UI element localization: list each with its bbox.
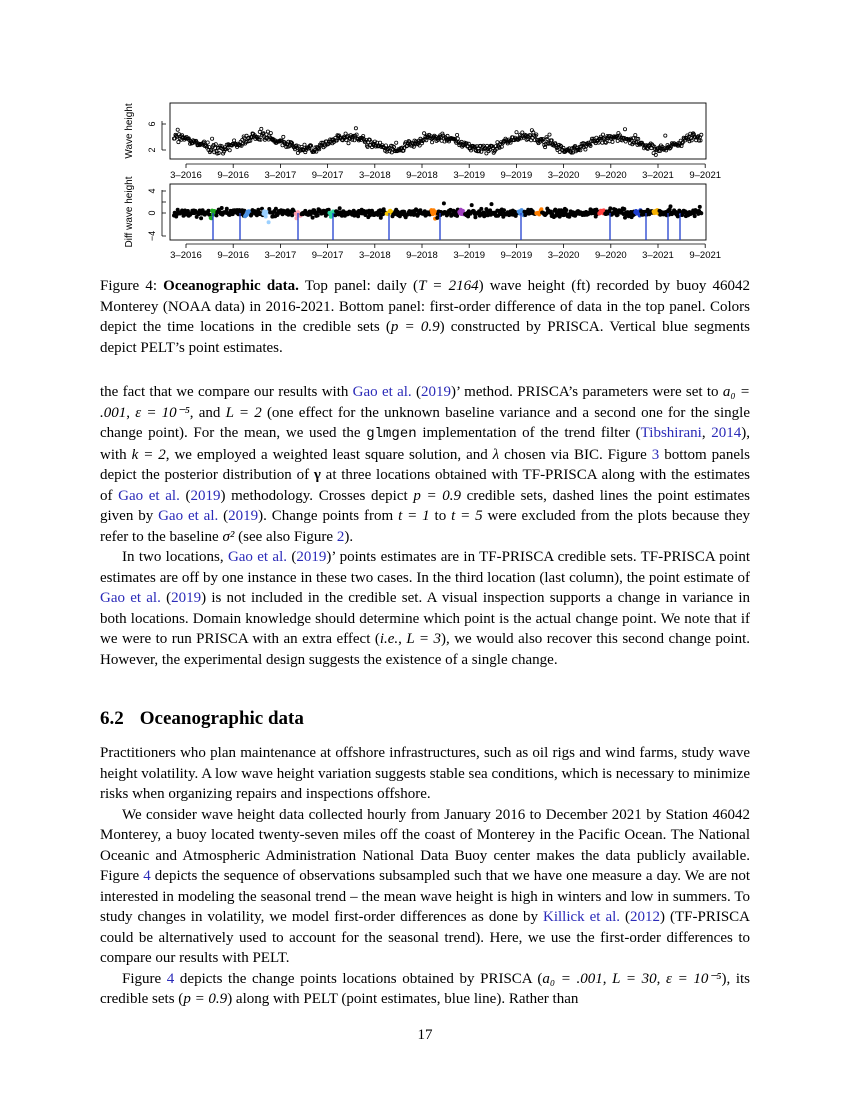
wave-height-point [548,133,551,136]
diff-wave-height-point [207,209,210,212]
ref-figure-2[interactable]: 2 [336,528,345,545]
cite-tibshirani-year[interactable]: 2014 [711,425,742,441]
cite-gao-2019-e[interactable]: Gao et al. [100,590,161,606]
top-panel-ylabel: Wave height [124,103,135,159]
paragraph-5: Figure 4 depicts the change points locations obtained by PRISCA (a₀ = .001, L = 30, ε = 10⁻⁵), its credible sets (p = 0.9) along with PELT (point estimates, blue line). Rather than [100,970,751,1007]
caption-text-2: ) wave height (ft) recorded by buoy 46042 Monterey (NOAA data) in 2016-2021. Bottom panel: first-order difference of data in the top panel. Colors depict the time locations in the credible sets ( [100,278,750,335]
diff-wave-height-point [268,207,271,210]
wave-height-point [395,141,398,144]
diff-wave-height-point [442,202,445,205]
wave-height-point [456,133,459,136]
diff-wave-height-point [700,212,703,215]
wave-height-point [354,127,357,130]
diff-wave-height-point [327,208,330,211]
cite-gao-2019-d[interactable]: Gao et al. [227,549,288,565]
caption-math-T: T = 2164 [418,278,479,294]
diff-wave-height-point [554,208,557,211]
top-xtick: 9–2019 [500,170,533,181]
wave-height-point [176,128,179,131]
wave-height-point [423,132,426,135]
section-number: 6.2 [100,708,124,729]
bottom-panel-points [172,202,703,224]
top-xtick: 3–2021 [642,170,674,181]
top-xtick: 9–2020 [594,170,627,181]
wave-height-point [515,131,518,134]
wave-height-point [654,153,657,156]
diff-wave-height-point [356,215,359,218]
bot-ytick-0: 0 [147,210,157,216]
glmgen-code: glmgen [366,426,417,442]
top-xtick: 9–2016 [217,170,250,181]
paragraph-2: In two locations, Gao et al. (2019)’ points estimates are in TF-PRISCA credible sets. TF-PRISCA point estimates are off by one instance in these two cases. In the third location (last column), the point estimate of Gao et al. (2019) is not included in the credible set. A visual inspection supports a change in variance in both locations. Domain knowledge should determine which point is the actual change point. We note that if we were to run PRISCA with an extra effect (i.e., L = 3), we would also recover this second change point. However, the experimental design suggests the existence of a single change. [100,549,751,668]
cite-gao-year-d[interactable]: 2019 [296,549,327,565]
wave-height-point [634,134,637,137]
bottom-panel-x-axis [170,244,721,261]
diff-wave-height-point [338,207,341,210]
wave-height-point [269,132,272,135]
cite-killick-year[interactable]: 2012 [630,909,661,925]
bot-xtick: 3–2016 [170,250,202,261]
bot-xtick: 3–2021 [642,250,674,261]
diff-wave-height-point [502,209,505,212]
diff-wave-height-point [623,207,626,210]
bot-xtick: 9–2016 [217,250,250,261]
diff-wave-height-point [698,205,701,208]
wave-height-point [431,141,434,144]
wave-height-point [260,127,263,130]
cite-gao-year[interactable]: 2019 [420,384,451,400]
wave-height-point [282,135,285,138]
top-panel-y-axis [147,121,166,153]
cite-gao-2019-c[interactable]: Gao et al. [158,508,219,524]
figure-4-plot [100,96,750,266]
top-xtick: 3–2020 [547,170,580,181]
top-xtick: 3–2019 [453,170,486,181]
ref-figure-4-b[interactable]: 4 [166,970,175,987]
section-6-2-body [100,743,750,1010]
diff-wave-height-point [474,216,477,219]
diff-wave-height-point [540,208,543,211]
section-heading-6-2 [100,708,304,730]
caption-math-p: p = 0.9 [390,319,440,335]
diff-wave-height-point [199,217,202,220]
top-panel-points [172,127,703,157]
top-xtick: 3–2018 [358,170,391,181]
bot-ytick-4: 4 [147,188,157,194]
bot-xtick: 9–2018 [406,250,438,261]
paragraph-1: the fact that we compare our results with Gao et al. (2019)’ method. PRISCA’s parameters were set to a₀ = .001, ε = 10⁻⁵, and L = 2 (one effect for the unknown baseline variance and a second one for the single change point). For the mean, we used the glmgen implementation of the trend filter (Tibshirani, 2014), with k = 2, we employed a weighted least square solution, and λ chosen via BIC. Figure 3 bottom panels depict the posterior distribution of γ at three locations obtained with TF-PRISCA along with the estimates of Gao et al. (2019) methodology. Crosses depict p = 0.9 credible sets, dashed lines the point estimates given by Gao et al. (2019). Change points from t = 1 to t = 5 were excluded from the plots because they refer to the baseline σ² (see also Figure 2). [100,384,751,545]
diff-wave-height-point [490,202,493,205]
paragraph-4: We consider wave height data collected hourly from January 2016 to December 2021 by Station 46042 Monterey, a buoy located twenty-seven miles off the coast of Monterey in the Pacific Ocean. The National Oceanic and Atmospheric Administration National Data Buoy center makes the data publicly available. Figure 4 depicts the sequence of observations subsampled such that we have one measure a day. We are not interested in modeling the seasonal trend – the mean wave height is high in winters and low in summers. To study changes in volatility, we model first-order differences as done by Killick et al. (2012) (TF-PRISCA could be alternatively used to account for the seasonal trend). Here, we use the first-order differences to compare our results with PELT. [100,806,751,966]
bot-xtick: 3–2019 [453,250,486,261]
diff-wave-height-point [693,214,696,217]
top-xtick: 9–2021 [689,170,722,181]
cite-gao-year-e[interactable]: 2019 [171,590,202,606]
diff-wave-height-point [316,214,319,217]
ref-figure-3[interactable]: 3 [651,446,660,463]
bot-xtick: 3–2017 [264,250,297,261]
caption-label: Figure 4: [100,278,157,294]
wave-height-point [347,142,350,145]
bot-xtick: 3–2018 [358,250,391,261]
wave-height-point [303,143,306,146]
diff-wave-height-point [415,209,418,212]
top-xtick: 3–2016 [170,170,202,181]
bottom-panel [124,176,721,261]
bottom-panel-y-axis [147,188,166,241]
bot-xtick: 9–2017 [311,250,344,261]
bot-xtick: 3–2020 [547,250,580,261]
wave-height-point [211,137,214,140]
wave-height-point [228,149,231,152]
diff-wave-height-point [274,207,277,210]
top-xtick: 9–2018 [406,170,438,181]
wave-height-point [480,150,483,153]
bottom-panel-ylabel: Diff wave height [124,176,135,248]
diff-wave-height-point [455,214,458,217]
wave-height-point [206,141,209,144]
cite-tibshirani[interactable]: Tibshirani [640,425,702,441]
ref-figure-4[interactable]: 4 [143,868,151,884]
diff-wave-height-point [436,216,439,219]
diff-wave-height-point [616,213,619,216]
top-panel [124,103,721,181]
figure-4 [100,96,750,266]
wave-height-point [601,133,604,136]
page-number: 17 [417,1027,433,1043]
caption-text-3: ) constructed by PRISCA. Vertical blue segments depict PELT’s point estimates. [100,319,750,356]
top-ytick-6: 6 [147,121,157,127]
diff-wave-height-point [264,215,267,218]
top-xtick: 3–2017 [264,170,297,181]
cite-gao-year-c[interactable]: 2019 [228,508,259,524]
paragraph-3: Practitioners who plan maintenance at offshore infrastructures, such as oil rigs and wind farms, study wave height volatility. A low wave height variation suggests stable sea conditions, which is necessary to minimize risks when organizing repairs and inspections offshore. [100,745,750,802]
cite-killick[interactable]: Killick et al. [543,909,621,925]
diff-wave-height-point [470,203,473,206]
wave-height-point [177,141,180,144]
figure-caption [100,276,750,358]
diff-wave-height-point [480,207,483,210]
bot-xtick: 9–2021 [689,250,722,261]
top-panel-x-axis [170,164,721,181]
caption-text-1: Top panel: daily ( [298,278,419,294]
bot-ytick-m4: −4 [147,230,157,242]
wave-height-point [664,134,667,137]
top-ytick-2: 2 [147,147,157,153]
section-6-1-continuation [100,382,750,670]
diff-wave-height-point [220,206,223,209]
top-xtick: 9–2017 [311,170,344,181]
diff-wave-height-point [267,221,270,224]
diff-wave-height-point [215,214,218,217]
section-title: Oceanographic data [139,708,304,729]
diff-wave-height-point [676,215,679,218]
cite-gao-2019[interactable]: Gao et al. [352,384,412,400]
cite-gao-year-b[interactable]: 2019 [190,487,221,504]
wave-height-point [623,128,626,131]
diff-wave-height-point [311,216,314,219]
bot-xtick: 9–2020 [594,250,627,261]
cite-gao-2019-b[interactable]: Gao et al. [118,487,180,504]
bot-xtick: 9–2019 [500,250,533,261]
caption-title: Oceanographic data. [163,278,299,294]
diff-wave-height-point [565,208,568,211]
diff-wave-height-point [225,207,228,210]
diff-wave-height-point [609,207,612,210]
diff-wave-height-point [669,205,672,208]
